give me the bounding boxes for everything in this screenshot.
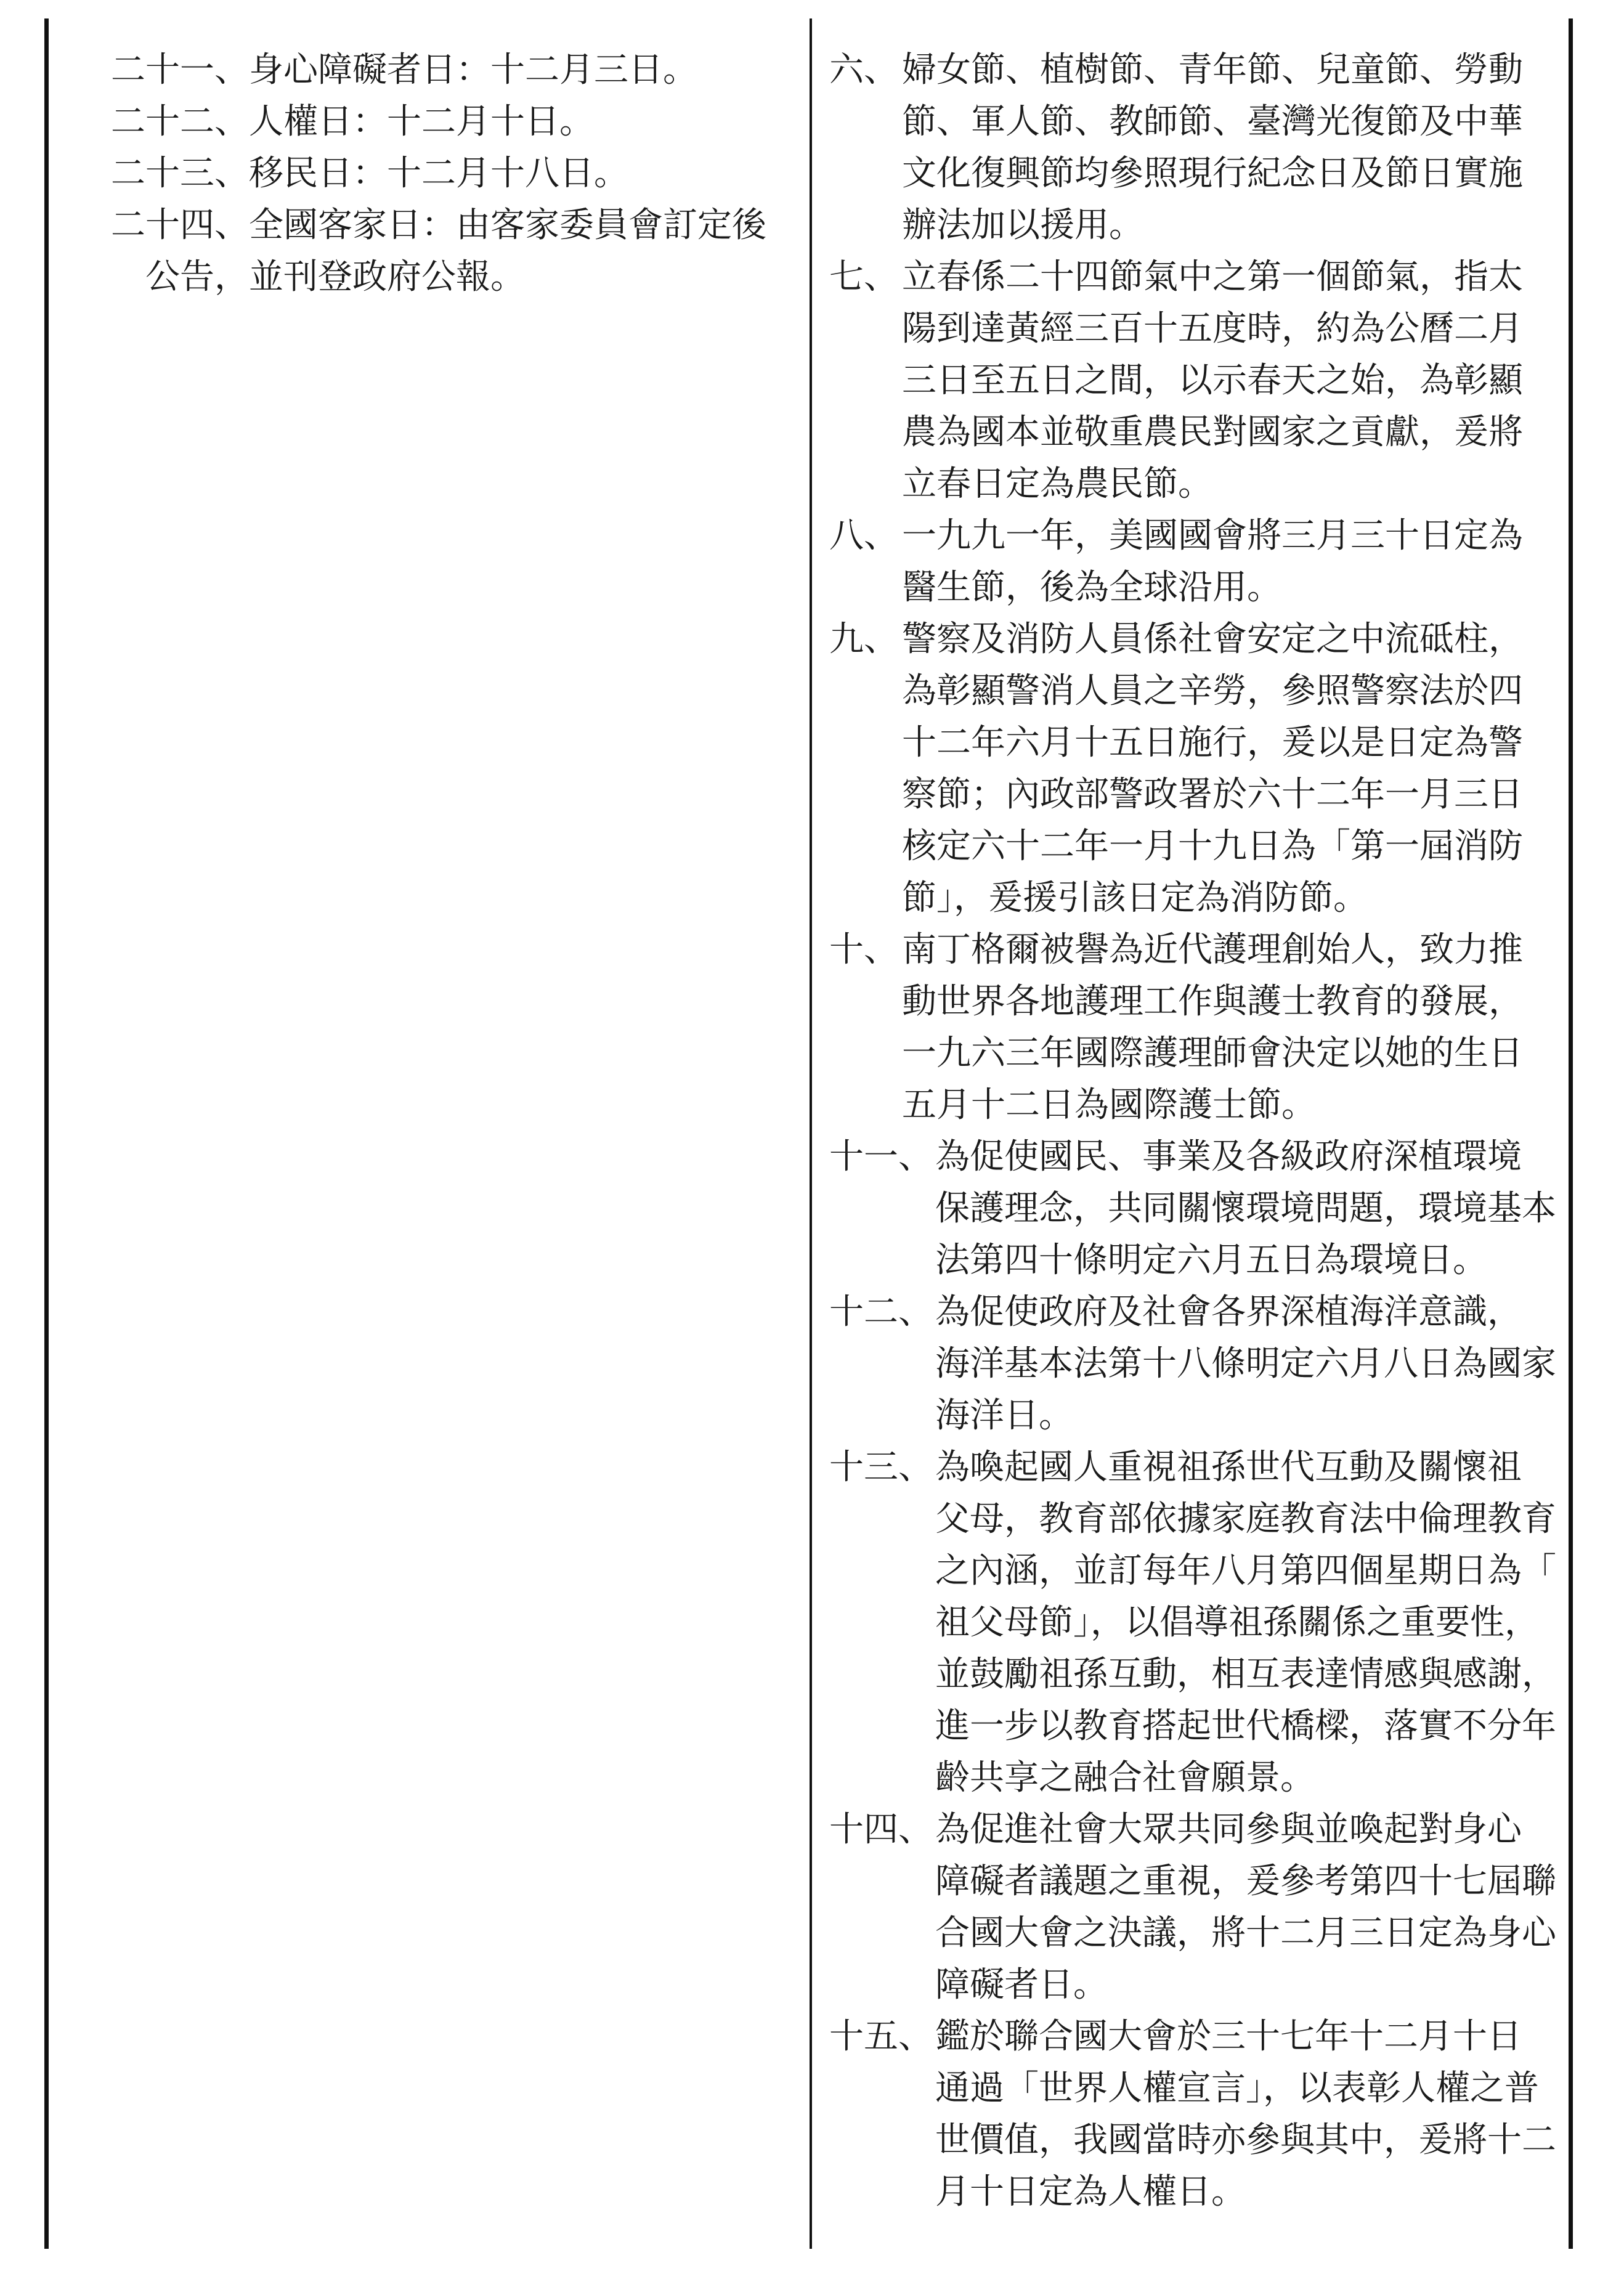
item-number: 十、	[829, 930, 898, 970]
item-line: 並鼓勵祖孫互動，相互表達情感與感謝，	[935, 1654, 1556, 1694]
list-item	[829, 1286, 1556, 1442]
item-line: 海洋基本法第十八條明定六月八日為國家	[935, 1344, 1556, 1384]
item-line: 合國大會之決議，將十二月三日定為身心	[935, 1913, 1556, 1953]
item-line: 農為國本並敬重農民對國家之貢獻，爰將	[902, 412, 1523, 452]
item-line: 三日至五日之間，以示春天之始，為彰顯	[902, 360, 1523, 400]
item-number: 十五、	[829, 2017, 933, 2057]
list-item	[111, 200, 795, 303]
item-text: 二十一、身心障礙者日：十二月三日。	[111, 50, 697, 90]
item-line: 一九九一年，美國國會將三月三十日定為	[902, 516, 1523, 556]
column-divider	[810, 18, 812, 2249]
item-line: 祖父母節」，以倡導祖孫關係之重要性，	[935, 1603, 1539, 1643]
right-column	[829, 44, 1556, 2218]
list-item	[111, 148, 795, 200]
list-item	[111, 44, 795, 96]
list-item	[829, 614, 1556, 924]
item-line: 五月十二日為國際護士節。	[902, 1085, 1316, 1125]
item-line: 月十日定為人權日。	[935, 2172, 1246, 2212]
item-line: 通過「世界人權宣言」，以表彰人權之普	[935, 2068, 1539, 2108]
item-number: 六、	[829, 50, 898, 90]
item-line: 之內涵，並訂每年八月第四個星期日為「	[935, 1551, 1556, 1591]
item-line: 婦女節、植樹節、青年節、兒童節、勞動	[902, 50, 1523, 90]
list-item	[829, 510, 1556, 614]
list-item	[829, 44, 1556, 251]
item-line: 保護理念，共同關懷環境問題，環境基本	[935, 1188, 1556, 1229]
item-line: 父母，教育部依據家庭教育法中倫理教育	[935, 1499, 1556, 1539]
item-number: 十一、	[829, 1137, 933, 1177]
item-line: 世價值，我國當時亦參與其中，爰將十二	[935, 2120, 1556, 2160]
item-number: 十三、	[829, 1447, 933, 1487]
item-number: 七、	[829, 257, 898, 297]
left-column	[111, 44, 795, 303]
item-line: 南丁格爾被譽為近代護理創始人，致力推	[902, 930, 1523, 970]
item-line: 警察及消防人員係社會安定之中流砥柱，	[902, 619, 1523, 659]
item-line: 齡共享之融合社會願景。	[935, 1758, 1315, 1798]
item-line: 障礙者日。	[935, 1965, 1108, 2005]
item-number: 八、	[829, 516, 898, 556]
item-text: 二十三、移民日：十二月十八日。	[111, 153, 628, 193]
item-text-continued: 公告，並刊登政府公報。	[145, 257, 525, 297]
list-item	[111, 96, 795, 148]
item-number: 十二、	[829, 1292, 933, 1332]
item-line: 節、軍人節、教師節、臺灣光復節及中華	[902, 102, 1523, 142]
item-line: 為促使國民、事業及各級政府深植環境	[935, 1137, 1522, 1177]
list-item	[829, 251, 1556, 510]
item-line: 進一步以教育搭起世代橋樑，落實不分年	[935, 1706, 1556, 1746]
item-line: 一九六三年國際護理師會決定以她的生日	[902, 1033, 1523, 1073]
list-item	[829, 924, 1556, 1131]
list-item	[829, 2011, 1556, 2218]
item-line: 立春日定為農民節。	[902, 464, 1212, 504]
item-line: 障礙者議題之重視，爰參考第四十七屆聯	[935, 1861, 1556, 1901]
item-text: 二十四、全國客家日：由客家委員會訂定後	[111, 205, 766, 245]
item-line: 陽到達黃經三百十五度時，約為公曆二月	[902, 309, 1523, 349]
item-line: 為促進社會大眾共同參與並喚起對身心	[935, 1810, 1522, 1850]
item-line: 為喚起國人重視祖孫世代互動及關懷祖	[935, 1447, 1522, 1487]
item-line: 為彰顯警消人員之辛勞，參照警察法於四	[902, 671, 1523, 711]
item-line: 辦法加以援用。	[902, 205, 1143, 245]
item-number: 九、	[829, 619, 898, 659]
list-item	[829, 1804, 1556, 2011]
item-line: 海洋日。	[935, 1395, 1073, 1436]
item-line: 為促使政府及社會各界深植海洋意識，	[935, 1292, 1522, 1332]
item-line: 立春係二十四節氣中之第一個節氣，指太	[902, 257, 1523, 297]
item-text: 二十二、人權日：十二月十日。	[111, 102, 594, 142]
item-line: 節」，爰援引該日定為消防節。	[902, 878, 1368, 918]
item-line: 動世界各地護理工作與護士教育的發展，	[902, 981, 1523, 1022]
item-line: 法第四十條明定六月五日為環境日。	[935, 1240, 1487, 1280]
right-border-rule	[1569, 18, 1573, 2249]
item-line: 文化復興節均參照現行紀念日及節日實施	[902, 153, 1523, 193]
item-line: 鑑於聯合國大會於三十七年十二月十日	[935, 2017, 1522, 2057]
item-number: 十四、	[829, 1810, 933, 1850]
left-border-rule	[44, 18, 49, 2249]
item-line: 核定六十二年一月十九日為「第一屆消防	[902, 826, 1523, 866]
item-line: 察節；內政部警政署於六十二年一月三日	[902, 774, 1523, 814]
item-line: 十二年六月十五日施行，爰以是日定為警	[902, 723, 1523, 763]
item-line: 醫生節，後為全球沿用。	[902, 567, 1281, 607]
list-item	[829, 1442, 1556, 1804]
list-item	[829, 1131, 1556, 1286]
